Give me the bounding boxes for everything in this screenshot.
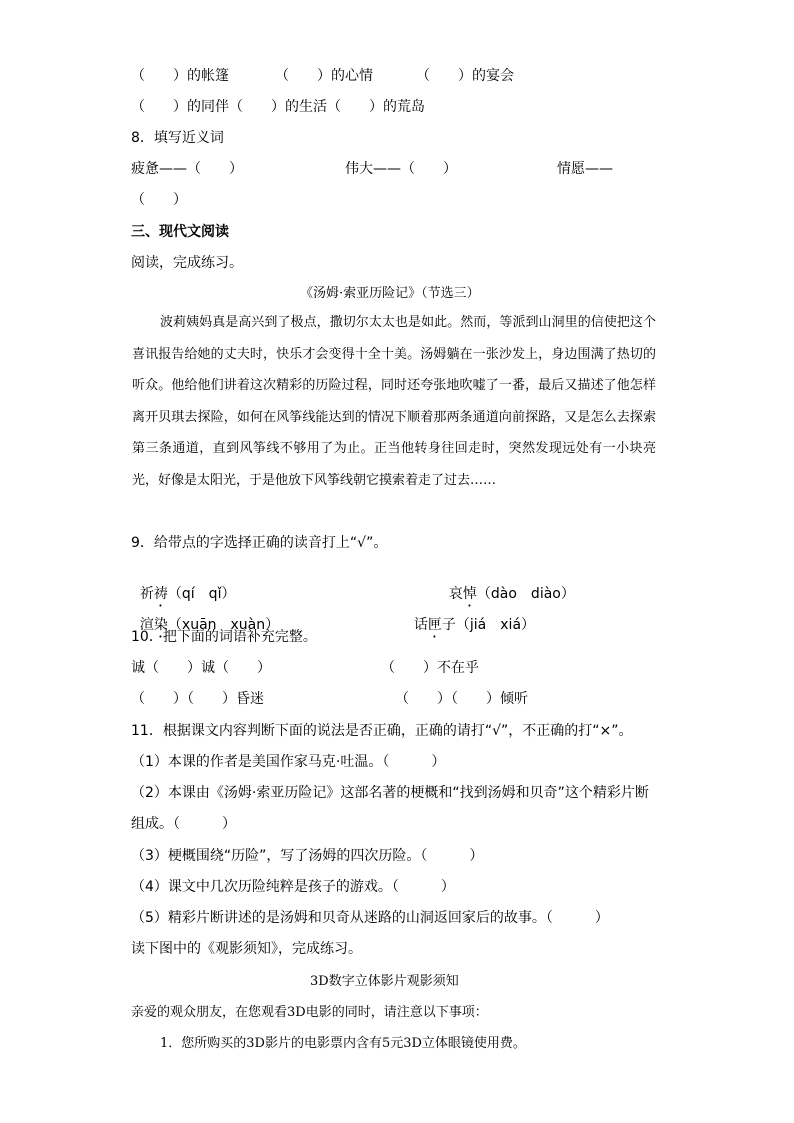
q7-item-banquet: （ ）的宴会	[416, 68, 514, 84]
q8-item-3-blank: （ ）	[131, 192, 187, 208]
q8-item-2: 伟大——（ ）	[345, 161, 457, 177]
q9-title: 9．给带点的字选择正确的读音打上“√”。	[131, 535, 388, 551]
q11-item-1: （1）本课的作者是美国作家马克·吐温。（ ）	[131, 754, 446, 770]
q10-item-2: （ ）不在乎	[381, 660, 479, 676]
q9-item-3-pinyin: （xuān xuàn）	[167, 617, 280, 633]
q9-item-4-char-b: 匣	[427, 617, 442, 633]
q9-item-1-pinyin: （qí qǐ）	[167, 586, 236, 602]
q8-item-1: 疲惫——（ ）	[131, 161, 243, 177]
q9-item-1-char-b: 祷	[153, 586, 168, 602]
notice-item-1: 1．您所购买的3D影片的电影票内含有5元3D立体眼镜使用费。	[160, 1036, 526, 1051]
q8-item-3: 情愿——	[557, 161, 613, 177]
q8-title: 8．填写近义词	[131, 130, 224, 146]
q11-item-4: （4）课文中几次历险纯粹是孩子的游戏。（ ）	[131, 879, 455, 895]
q9-item-4-pinyin: （jiá xiá）	[455, 617, 536, 633]
q9-item-4	[405, 595, 535, 641]
q9-item-4-char-c: 子	[441, 617, 456, 633]
q11-item-2: （2）本课由《汤姆·索亚历险记》这部名著的梗概和“找到汤姆和贝奇”这个精彩片断	[131, 785, 649, 801]
q9-item-2-pinyin: （dào diào）	[476, 586, 575, 602]
q7-item-tent: （ ）的帐篷	[131, 68, 229, 84]
q9-item-3-char-a: 渲	[139, 617, 154, 633]
passage-text: 波莉姨妈真是高兴到了极点，撒切尔太太也是如此。然而，等派到山洞里的信使把这个喜讯报告给她的丈夫时，快乐才会变得十全十美。汤姆躺在一张沙发上，身边围满了热切的听众。他给他们讲着这次精彩的历险过程，同时还夸张地吹嘘了一番，最后又描述了他怎样离开贝琪去探险，如何在风筝线能达到的情况下顺着那两条通道向前探路，又是怎么去探索第三条通道，直到风筝线不够用了为止。正当他转身往回走时，突然发现远处有一小块亮光，好像是太阳光，于是他放下风筝线朝它摸索着走了过去……	[132, 315, 656, 488]
q9-item-1-char-a: 祈	[139, 586, 154, 602]
notice-title: 3D数字立体影片观影须知	[310, 974, 459, 989]
q9-item-2-char-b: 悼	[462, 586, 477, 602]
q9-item-4-char-a: 话	[413, 617, 428, 633]
reading-instruction: 阅读，完成练习。	[131, 255, 243, 271]
notice-instruction: 读下图中的《观影须知》，完成练习。	[131, 941, 362, 957]
q7-line-2: （ ）的同伴（ ）的生活（ ）的荒岛	[131, 99, 425, 115]
section-heading: 三、现代文阅读	[131, 224, 229, 240]
q10-item-1: 诚（ ）诚（ ）	[131, 660, 271, 676]
q11-title: 11．根据课文内容判断下面的说法是否正确，正确的请打“√”，不正确的打“×”。	[131, 723, 633, 739]
q10-title: 10．把下面的词语补充完整。	[131, 629, 317, 645]
q10-item-4: （ ）（ ）倾听	[395, 691, 528, 707]
q10-item-3: （ ）（ ）昏迷	[131, 691, 264, 707]
q9-item-2-char-a: 哀	[448, 586, 463, 602]
q11-item-3: （3）梗概围绕“历险”，写了汤姆的四次历险。（ ）	[131, 848, 484, 864]
passage-title: 《汤姆·索亚历险记》（节选三）	[300, 286, 480, 301]
q11-item-2-cont: 组成。（ ）	[131, 816, 236, 832]
q7-item-mood: （ ）的心情	[275, 68, 373, 84]
q11-item-5: （5）精彩片断讲述的是汤姆和贝奇从迷路的山洞返回家后的故事。（ ）	[131, 910, 609, 926]
notice-greeting: 亲爱的观众朋友，在您观看3D电影的同时，请注意以下事项：	[131, 1005, 488, 1020]
q9-item-3-char-b: 染	[153, 617, 168, 633]
